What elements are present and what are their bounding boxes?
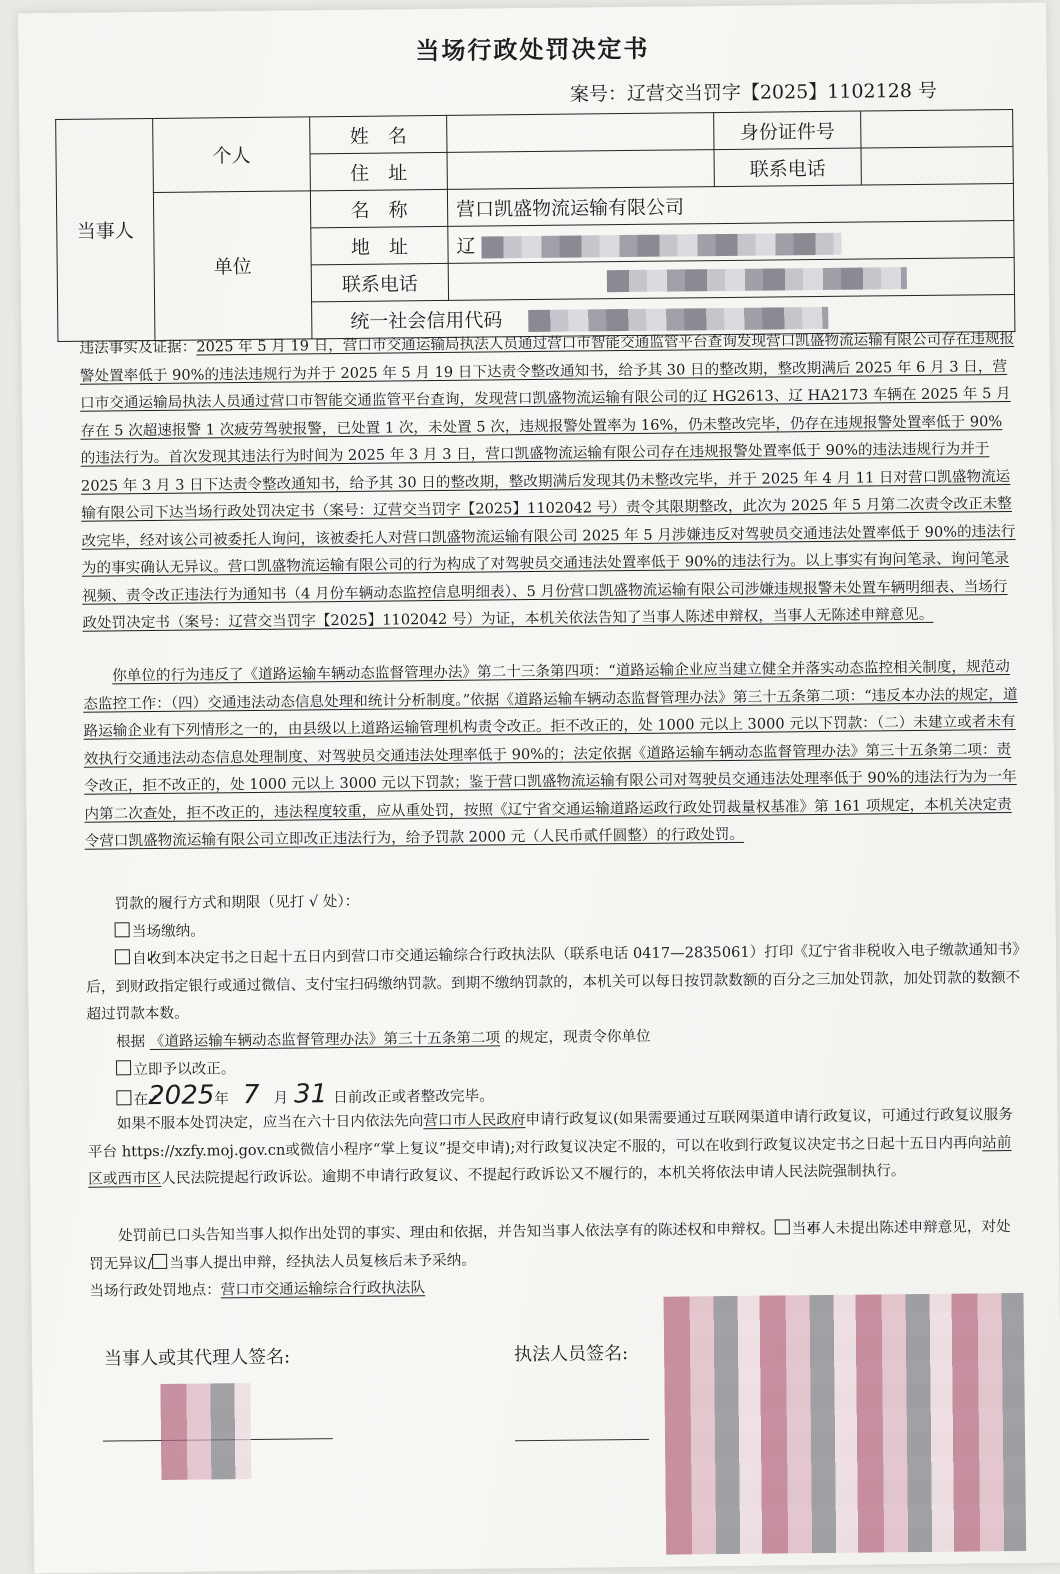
unit-label: 单位 (153, 191, 312, 341)
unit-address-cell (448, 220, 1014, 263)
order-checkbox-1 (116, 1060, 131, 1075)
order-option-2-prefix: 在 (133, 1091, 149, 1109)
appeal-section (88, 1101, 1025, 1193)
name-label: 姓 名 (310, 115, 447, 153)
order-option-2-suffix: 日前改正或者整改完毕。 (333, 1087, 494, 1107)
notice-paragraph (89, 1213, 1026, 1278)
payment-option-2-text: 自收到本决定书之日起十五日内到营口市交通运输综合行政执法队（联系电话 0417—2835061）打印《辽宁省非税收入电子缴款通知书》后，到财政指定银行或通过微信、支付宝扫码缴纳罚款。到期不缴纳罚款的，本机关可以每日按罚款数额的百分之三加处罚款，加处罚款的数额不超过罚款本数。 (86, 940, 1021, 1023)
payment-checkbox-1 (115, 922, 130, 937)
location-label: 当场行政处罚地点： (89, 1281, 221, 1300)
party-signature-label: 当事人或其代理人签名: (104, 1346, 291, 1370)
appeal-text-2: 申请行政复议(如果需要通过互联网渠道申请行政复议，可通过行政复议服务平台 https://xzfy.moj.gov.cn或微信小程序“掌上复议”提交申请);对行政复议决定不服的，可以在收到行政复议决定书之日起十五日内再向 (87, 1106, 1013, 1161)
notice-check-1: 当事人未提出陈述申辩意见，对处罚无异议/ (89, 1218, 1011, 1273)
party-info-table (55, 109, 1015, 342)
decision-section (83, 653, 1021, 855)
redacted-officer-signature-and-seal (664, 1293, 1027, 1555)
id-value (861, 109, 1013, 148)
unit-address-value: 辽 (456, 235, 476, 258)
redacted-address (481, 232, 841, 258)
officer-signature-line (515, 1439, 649, 1441)
notice-checkbox-1 (775, 1219, 790, 1234)
deadline-year-unit: 年 (214, 1090, 230, 1108)
unit-phone-cell (448, 257, 1014, 300)
appeal-government: 营口市人民政府 (423, 1111, 526, 1130)
payment-option-2 (86, 936, 1023, 1028)
notice-checkbox-2 (152, 1253, 167, 1268)
credit-code-label: 统一社会信用代码 (350, 308, 503, 333)
deadline-month-unit: 月 (273, 1089, 289, 1107)
notice-section (89, 1213, 1026, 1305)
officer-signature-label: 执法人员签名: (513, 1343, 629, 1366)
appeal-text-1: 如果不服本处罚决定，应当在六十日内依法先向 (116, 1112, 424, 1133)
payment-heading: 罚款的履行方式和期限（见打 √ 处）： (114, 892, 360, 913)
address-label: 住 址 (310, 152, 447, 190)
location-value: 营口市交通运输综合行政执法队 (220, 1279, 426, 1299)
deadline-month: 7 (242, 1079, 260, 1111)
unit-name-value: 营口凯盛物流运输有限公司 (447, 183, 1013, 226)
notice-check-2: 当事人提出申辩，经执法人员复核后未予采纳。 (169, 1251, 476, 1272)
unit-name-label: 名 称 (310, 189, 447, 227)
payment-section (85, 881, 1022, 1028)
facts-paragraph (79, 325, 1018, 637)
case-number: 案号：辽营交当罚字【2025】1102128 号 (569, 79, 938, 106)
id-label: 身份证件号 (714, 111, 861, 150)
appeal-text-3: 人民法院提起行政诉讼。逾期不申请行政复议、不提起行政诉讼又不履行的，本机关将依法申请人民法院强制执行。 (161, 1162, 906, 1187)
facts-section (79, 325, 1018, 637)
unit-address-label: 地 址 (311, 226, 448, 264)
deadline-year: 2025 (148, 1080, 215, 1112)
order-option-1-text: 立即予以改正。 (133, 1059, 236, 1078)
facts-text: 2025 年 5 月 19 日，营口市交通运输局执法人员通过营口市智能交通监管平台查询发现营口凯盛物流运输有限公司存在违规报警处置率低于 90%的违法违规行为并于 2025 年 5 月 19 日下达责令整改通知书，给予其 30 日的整改期，整改期满后 2025 年 6 月 3 日，营口市交通运输局执法人员通过营口市智能交通监管平台查询，发现营口凯盛物流运输有限公司的辽 HG2613、辽 HA2173 车辆在 2025 年 5 月存在 5 次超速报警 1 次疲劳驾驶报警，已处置 1 次，未处置 5 次，违规报警处置率为 16%，仍未整改完毕，仍存在违规报警处置率低于 90%的违法行为。首次发现其违法行为时间为 2025 年 3 月 3 日，营口凯盛物流运输有限公司存在违规报警处置率低于 90%的违法违规行为并于 2025 年 3 月 3 日下达责令整改通知书，给予其 30 日的整改期，整改期满后发现其仍未整改完毕，并于 2025 年 4 月 11 日对营口凯盛物流运输有限公司下达当场行政处罚决定书（案号：辽营交当罚字【2025】1102042 号）责令其限期整改，此次为 2025 年 5 月第二次责令改正未整改完毕，经对该公司被委托人询问，该被委托人对营口凯盛物流运输有限公司 2025 年 5 月涉嫌违反对驾驶员交通违法处置率低于 90%的违法行为的事实确认无异议。营口凯盛物流运输有限公司的行为构成了对驾驶员交通违法处置率低于 90%的违法行为。以上事实有询问笔录、询问笔录视频、责令改正违法行为通知书（4 月份车辆动态监控信息明细表）、5 月份营口凯盛物流运输有限公司涉嫌违规报警未处置车辆明细表、当场行政处罚决定书（案号：辽营交当罚字【2025】1102042 号）为证，本机关依法告知了当事人陈述申辩权，当事人无陈述申辩意见。 (79, 329, 1016, 632)
unit-phone-label: 联系电话 (311, 263, 448, 301)
redacted-phone (607, 267, 907, 292)
appeal-court: 站前区或西市区 (88, 1133, 1012, 1188)
payment-option-1-text: 当场缴纳。 (131, 921, 205, 940)
party-label: 当事人 (56, 118, 155, 341)
appeal-paragraph (88, 1101, 1025, 1193)
document-title: 当场行政处罚决定书 (415, 33, 650, 66)
redacted-party-signature (160, 1383, 251, 1480)
individual-label: 个人 (153, 117, 311, 193)
order-basis: 《道路运输车辆动态监督管理办法》第三十五条第二项 (149, 1029, 501, 1051)
phone-label: 联系电话 (714, 148, 861, 187)
address-value (447, 150, 714, 190)
name-value (447, 113, 714, 153)
phone-value (861, 146, 1013, 185)
payment-checkbox-2 (115, 949, 130, 964)
order-suffix: 的规定，现责令你单位 (504, 1027, 651, 1047)
order-prefix: 根据 (115, 1033, 146, 1051)
deadline-day: 31 (293, 1079, 328, 1110)
notice-text: 处罚前已口头告知当事人拟作出处罚的事实、理由和依据，并告知当事人依法享有的陈述权和申辩权。 (117, 1220, 775, 1245)
decision-paragraph: 你单位的行为违反了《道路运输车辆动态监督管理办法》第二十三条第四项：“道路运输企业应当建立健全并落实动态监控相关制度，规范动态监控工作：（四）交通违法动态信息处理和统计分析制度。”依据《道路运输车辆动态监督管理办法》第三十五条第二项：“违反本办法的规定，道路运输企业有下列情形之一的，由县级以上道路运输管理机构责令改正。拒不改正的，处 1000 元以上 3000 元以下罚款：（二）未建立或者未有效执行交通违法动态信息处理制度、对驾驶员交通违法处理率低于 90%的；法定依据《道路运输车辆动态监督管理办法》第三十五条第二项：责令改正，拒不改正的，处 1000 元以上 3000 元以下罚款；鉴于营口凯盛物流运输有限公司对驾驶员交通违法处理率低于 90%的违法行为为一年内第二次查处，拒不改正的，违法程度较重，应从重处罚，按照《辽宁省交通运输道路运政行政处罚裁量权基准》第 161 项规定，本机关决定责令营口凯盛物流运输有限公司立即改正违法行为，给予罚款 2000 元（人民币贰仟圆整）的行政处罚。 (83, 658, 1018, 850)
order-section (87, 1019, 1024, 1114)
penalty-decision-document (18, 3, 1060, 1574)
order-checkbox-2 (116, 1090, 131, 1105)
facts-label: 违法事实及证据： (79, 338, 197, 357)
